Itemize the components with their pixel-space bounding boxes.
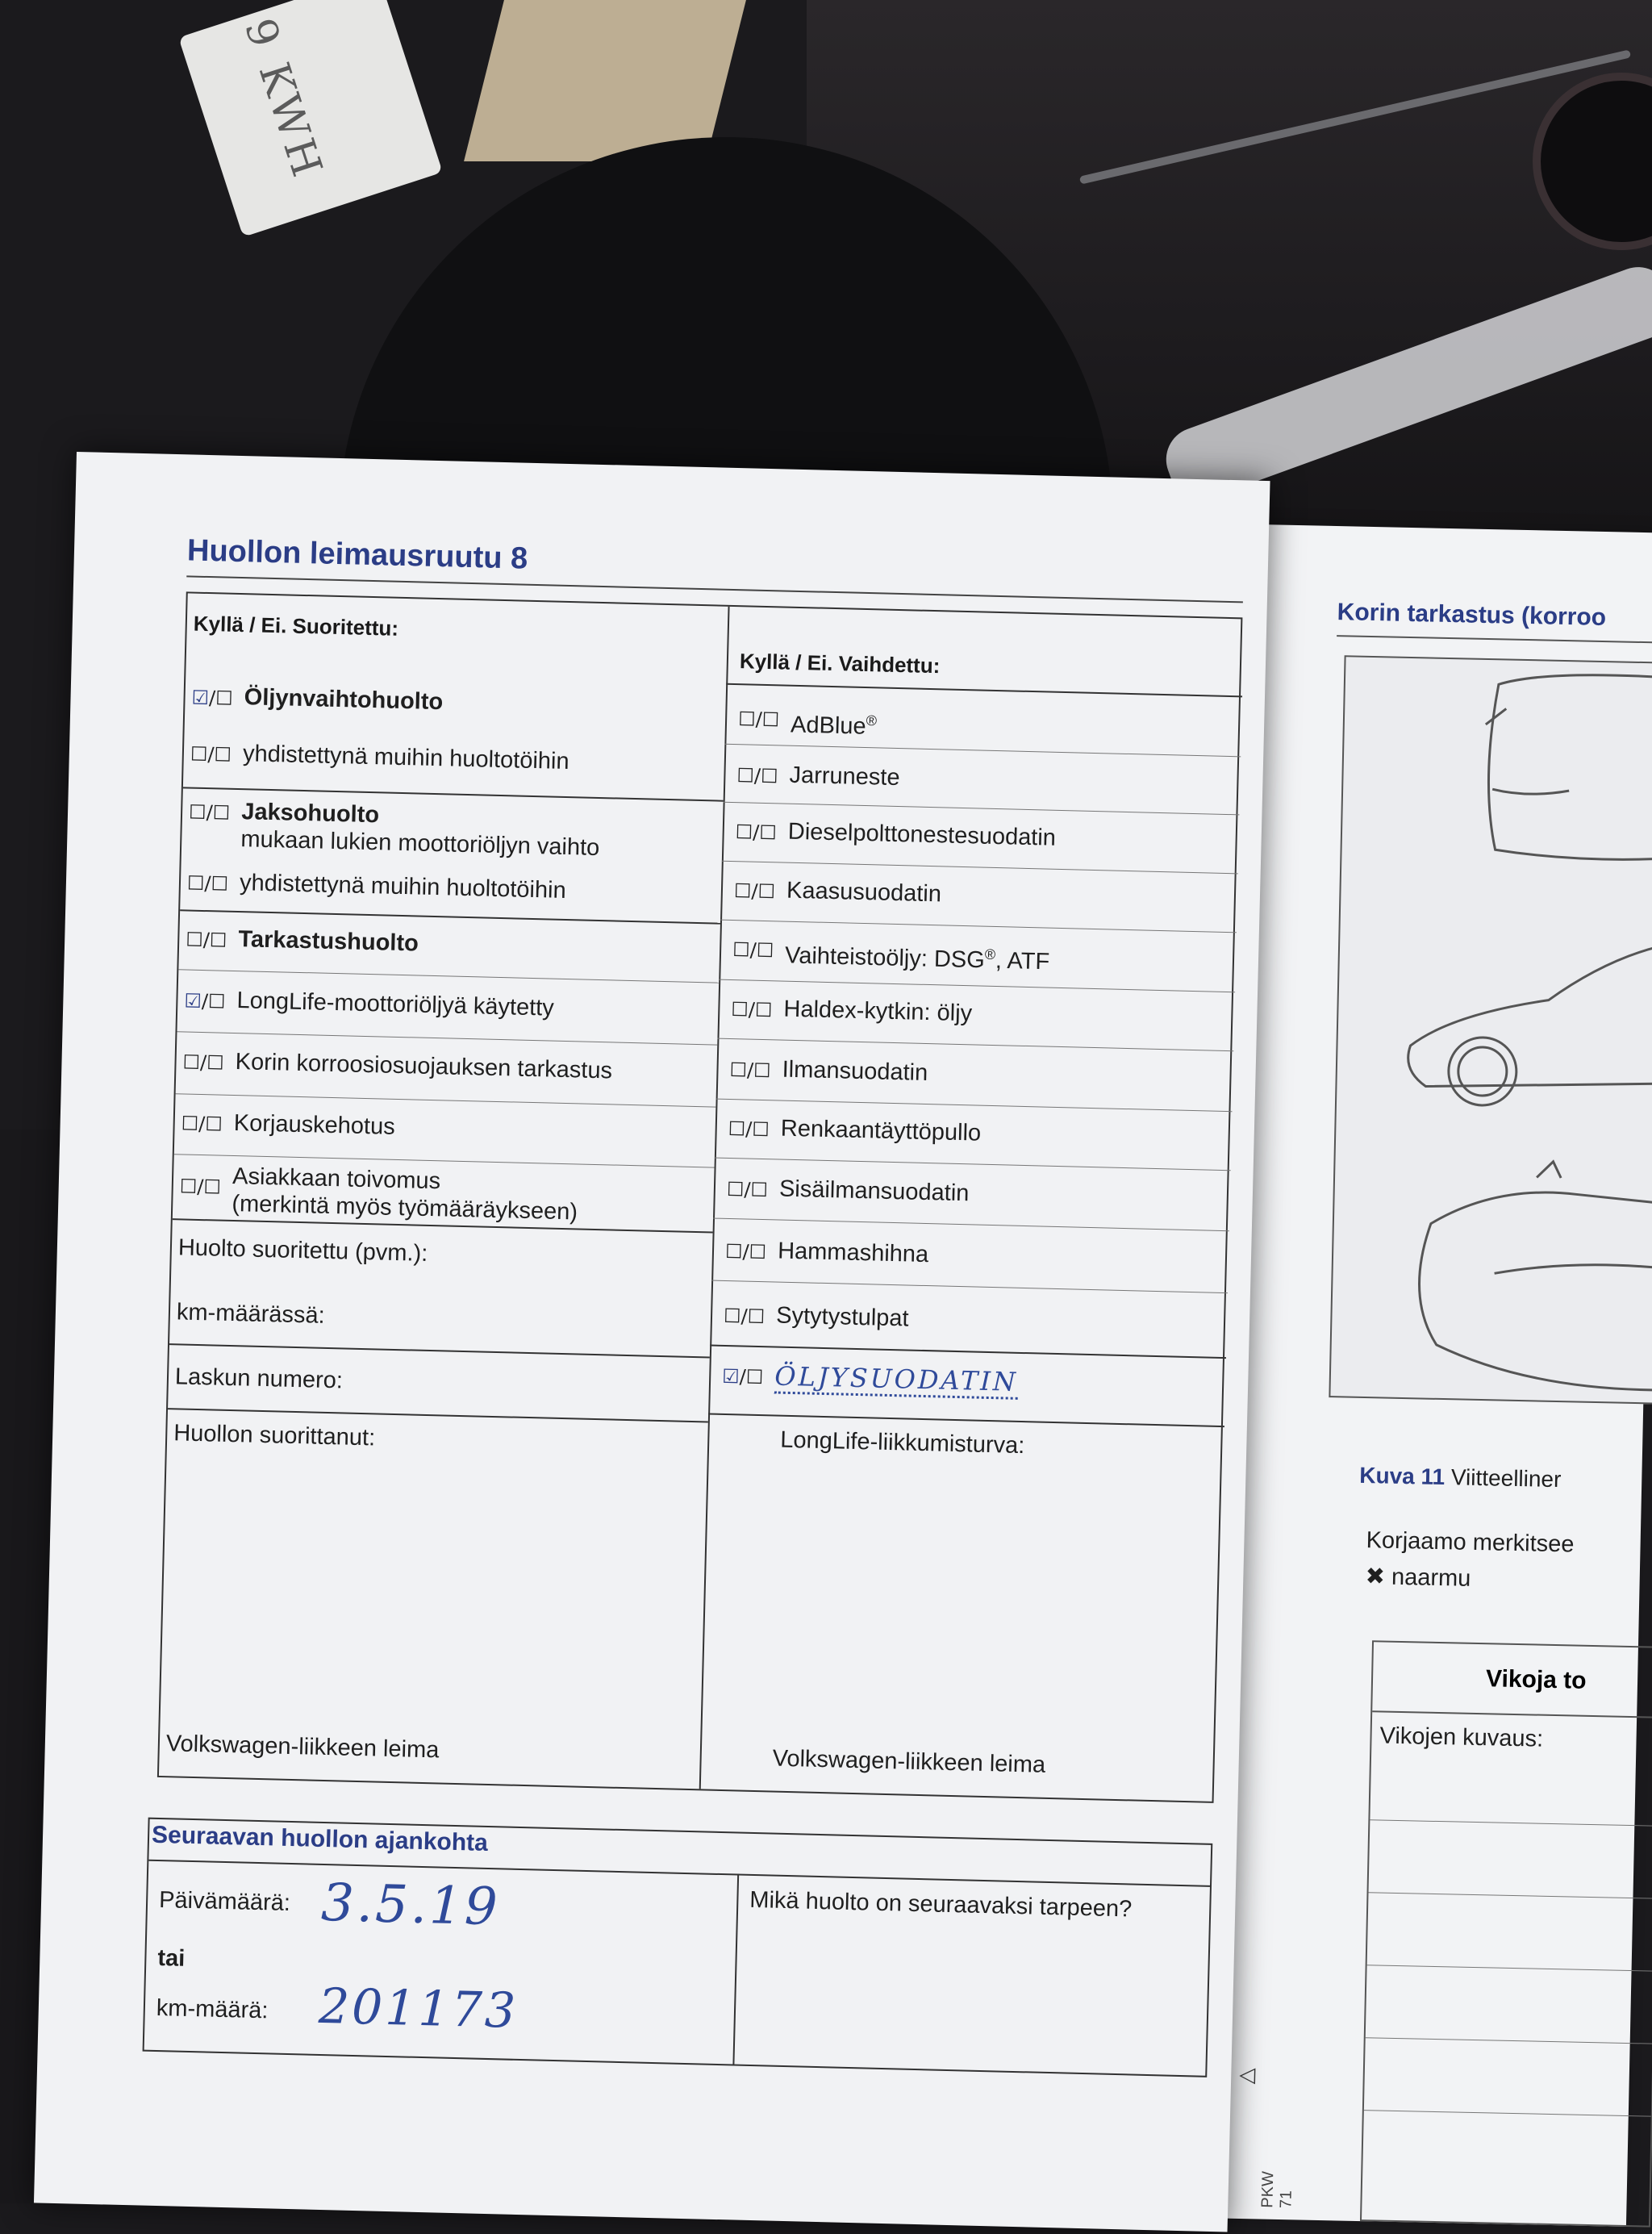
item-label: Ilmansuodatin [782, 1056, 928, 1087]
item-label: AdBlue [790, 712, 867, 740]
row-divider [178, 969, 719, 983]
next-service-divider [732, 1874, 739, 2066]
car-outline-drawings [1330, 657, 1652, 1403]
yes-no-checkbox[interactable]: ☑/☐ [191, 686, 234, 710]
handwritten-oil-filter: ÖLJYSUODATIN [774, 1362, 1018, 1399]
next-date-label: Päivämäärä: [158, 1887, 291, 1917]
page-code: PKW 71 [1258, 2170, 1295, 2209]
row-divider [726, 683, 1242, 698]
defects-rule [1366, 2037, 1652, 2044]
item-label: Dieselpolttonestesuodatin [787, 818, 1057, 851]
registered-mark: ® [984, 946, 996, 963]
checkbox-row-diesel-filter[interactable] [735, 816, 1056, 854]
next-km-label: km-määrä: [156, 1994, 269, 2024]
checkbox-row-customer-request[interactable] [179, 1161, 578, 1226]
row-divider [724, 744, 1241, 758]
yes-no-checkbox[interactable]: ☐/☐ [185, 928, 227, 952]
item-label: Sisäilmansuodatin [778, 1175, 970, 1207]
car-diagram [1329, 655, 1652, 1405]
checkbox-row-gearbox-oil[interactable] [732, 934, 1050, 975]
scratch-legend: ✖ naarmu [1365, 1564, 1471, 1592]
row-divider [717, 1038, 1233, 1052]
yes-no-checkbox[interactable]: ☐/☐ [190, 742, 232, 766]
back-arrow-icon: ◁ [1238, 2061, 1256, 2087]
checkbox-row-longlife-oil[interactable] [184, 985, 554, 1023]
item-label: Asiakkaan toivomus [232, 1163, 441, 1195]
right-column-header: Kyllä / Ei. Vaihdettu: [739, 649, 941, 679]
row-divider [169, 1343, 710, 1358]
checkbox-row-inspection[interactable] [186, 924, 419, 958]
checkbox-row-combined[interactable] [187, 868, 567, 906]
item-label: Hammashihna [777, 1238, 929, 1268]
yes-no-checkbox[interactable]: ☐/☐ [182, 1050, 225, 1075]
checkbox-row-haldex[interactable] [731, 994, 973, 1029]
checkbox-row-cabin-filter[interactable] [726, 1174, 969, 1209]
item-label: Tarkastushuolto [238, 926, 419, 957]
next-service-table [143, 1818, 1213, 2077]
checkbox-row-combined[interactable] [190, 739, 569, 777]
right-page-title: Korin tarkastus (korroo [1337, 599, 1607, 632]
service-booklet-page [34, 452, 1295, 2232]
yes-no-checkbox[interactable]: ☐/☐ [724, 1239, 767, 1264]
next-service-header-rule [148, 1860, 1210, 1887]
item-label: Renkaantäyttöpullo [780, 1115, 982, 1146]
service-date-label: Huolto suoritettu (pvm.): [177, 1234, 428, 1267]
checkbox-row-timing-belt[interactable] [725, 1236, 929, 1270]
item-label: Kaasusuodatin [786, 877, 942, 908]
column-divider [699, 607, 730, 1789]
row-divider [715, 1158, 1231, 1171]
defects-table [1360, 1640, 1652, 2227]
yes-no-checkbox[interactable]: ☐/☐ [723, 1304, 766, 1329]
next-km-value: 201173 [318, 1977, 519, 2040]
checkbox-row-repair[interactable] [181, 1108, 395, 1142]
yes-no-checkbox[interactable]: ☐/☐ [733, 879, 776, 904]
row-divider [722, 861, 1238, 875]
item-label: Jaksohuolto [240, 799, 380, 829]
yes-no-checkbox[interactable]: ☐/☐ [736, 764, 778, 788]
checkbox-row-oil-change[interactable] [191, 683, 443, 718]
mileage-label: km-määrässä: [176, 1299, 326, 1329]
row-divider [708, 1413, 1224, 1427]
longlife-mobility-label: LongLife-liikkumisturva: [779, 1426, 1025, 1459]
performed-by-label: Huollon suorittanut: [173, 1420, 376, 1451]
yes-no-checkbox[interactable]: ☐/☐ [181, 1112, 223, 1136]
yes-no-checkbox[interactable]: ☐/☐ [737, 708, 780, 732]
defects-rule [1364, 2110, 1651, 2116]
checkbox-row-air-filter[interactable] [729, 1054, 928, 1088]
item-label: Jarruneste [789, 762, 900, 791]
next-service-question: Mikä huolto on seuraavaksi tarpeen? [749, 1886, 1133, 1923]
item-suffix: , ATF [995, 947, 1050, 975]
checkbox-row-corrosion[interactable] [182, 1046, 612, 1086]
dealer-stamp-label-right: Volkswagen-liikkeen leima [772, 1745, 1046, 1778]
checkbox-row-handwritten[interactable] [722, 1361, 1019, 1400]
next-date-value: 3.5.19 [320, 1873, 501, 1938]
row-divider [710, 1345, 1226, 1359]
checkbox-row-brake-fluid[interactable] [736, 760, 900, 793]
yes-no-checkbox[interactable]: ☐/☐ [728, 1117, 770, 1142]
item-sublabel: mukaan lukien moottoriöljyn vaihto [240, 826, 600, 861]
next-service-title: Seuraavan huollon ajankohta [151, 1821, 489, 1856]
checkbox-row-tyre-inflator[interactable] [728, 1113, 981, 1149]
yes-no-checkbox[interactable]: ☐/☐ [731, 998, 773, 1022]
yes-no-checkbox[interactable]: ☐/☐ [726, 1177, 769, 1202]
checkbox-row-gas-filter[interactable] [734, 875, 942, 909]
checkbox-row-spark-plugs[interactable] [724, 1301, 909, 1334]
sticker: 9 KWH [178, 0, 443, 237]
item-label: Öljynvaihtohuolto [244, 684, 444, 716]
item-label: yhdistettynä muihin huoltotöihin [242, 741, 569, 775]
invoice-number-label: Laskun numero: [174, 1363, 344, 1394]
row-divider [719, 979, 1235, 993]
yes-no-checkbox[interactable]: ☐/☐ [179, 1175, 222, 1199]
or-label: tai [157, 1945, 186, 1972]
row-divider [176, 1093, 716, 1107]
row-divider [720, 920, 1237, 933]
defects-table-head: Vikoja to [1485, 1665, 1587, 1694]
page-title: Huollon leimausruutu 8 [186, 533, 528, 576]
item-label: Haldex-kytkin: öljy [783, 996, 973, 1027]
service-stamp-table [157, 591, 1243, 1803]
row-divider [711, 1280, 1228, 1294]
defects-label: Vikojen kuvaus: [1379, 1722, 1544, 1752]
figure-caption: Kuva 11 Viitteelliner [1359, 1462, 1562, 1493]
yes-no-checkbox[interactable]: ☐/☐ [732, 938, 774, 962]
defects-rule [1372, 1710, 1652, 1718]
item-label: Sytytystulpat [775, 1302, 909, 1332]
row-divider [724, 802, 1240, 816]
item-label: LongLife-moottoriöljyä käytetty [236, 988, 555, 1021]
defects-rule [1369, 1892, 1652, 1898]
row-divider [180, 909, 720, 924]
item-label: Vaihteistoöljy: DSG [784, 942, 986, 974]
yes-no-checkbox[interactable]: ☐/☐ [735, 821, 778, 845]
item-sublabel: (merkintä myös työmääräykseen) [232, 1190, 578, 1226]
item-label: Korjauskehotus [233, 1110, 396, 1140]
item-label: yhdistettynä muihin huoltotöihin [239, 870, 567, 904]
yes-no-checkbox[interactable]: ☑/☐ [184, 989, 226, 1013]
row-divider [177, 1031, 717, 1045]
yes-no-checkbox[interactable]: ☐/☐ [188, 800, 231, 825]
dealer-stamp-label-left: Volkswagen-liikkeen leima [165, 1731, 440, 1764]
registered-mark: ® [866, 712, 878, 729]
yes-no-checkbox[interactable]: ☐/☐ [729, 1059, 771, 1083]
defects-rule [1370, 1819, 1652, 1826]
defects-rule [1367, 1965, 1652, 1971]
row-divider [168, 1408, 708, 1422]
row-divider [713, 1218, 1229, 1232]
yes-no-checkbox[interactable]: ☐/☐ [186, 871, 229, 896]
checkbox-row-interval-service[interactable] [188, 797, 601, 862]
row-divider [716, 1099, 1233, 1113]
left-column-header: Kyllä / Ei. Suoritettu: [193, 611, 399, 641]
right-page [1223, 524, 1652, 2227]
checkbox-row-adblue[interactable] [738, 704, 878, 741]
right-title-rule [1337, 635, 1652, 644]
workshop-note: Korjaamo merkitsee [1366, 1527, 1575, 1558]
yes-no-checkbox[interactable]: ☑/☐ [721, 1364, 764, 1389]
item-label: Korin korroosiosuojauksen tarkastus [235, 1049, 613, 1084]
